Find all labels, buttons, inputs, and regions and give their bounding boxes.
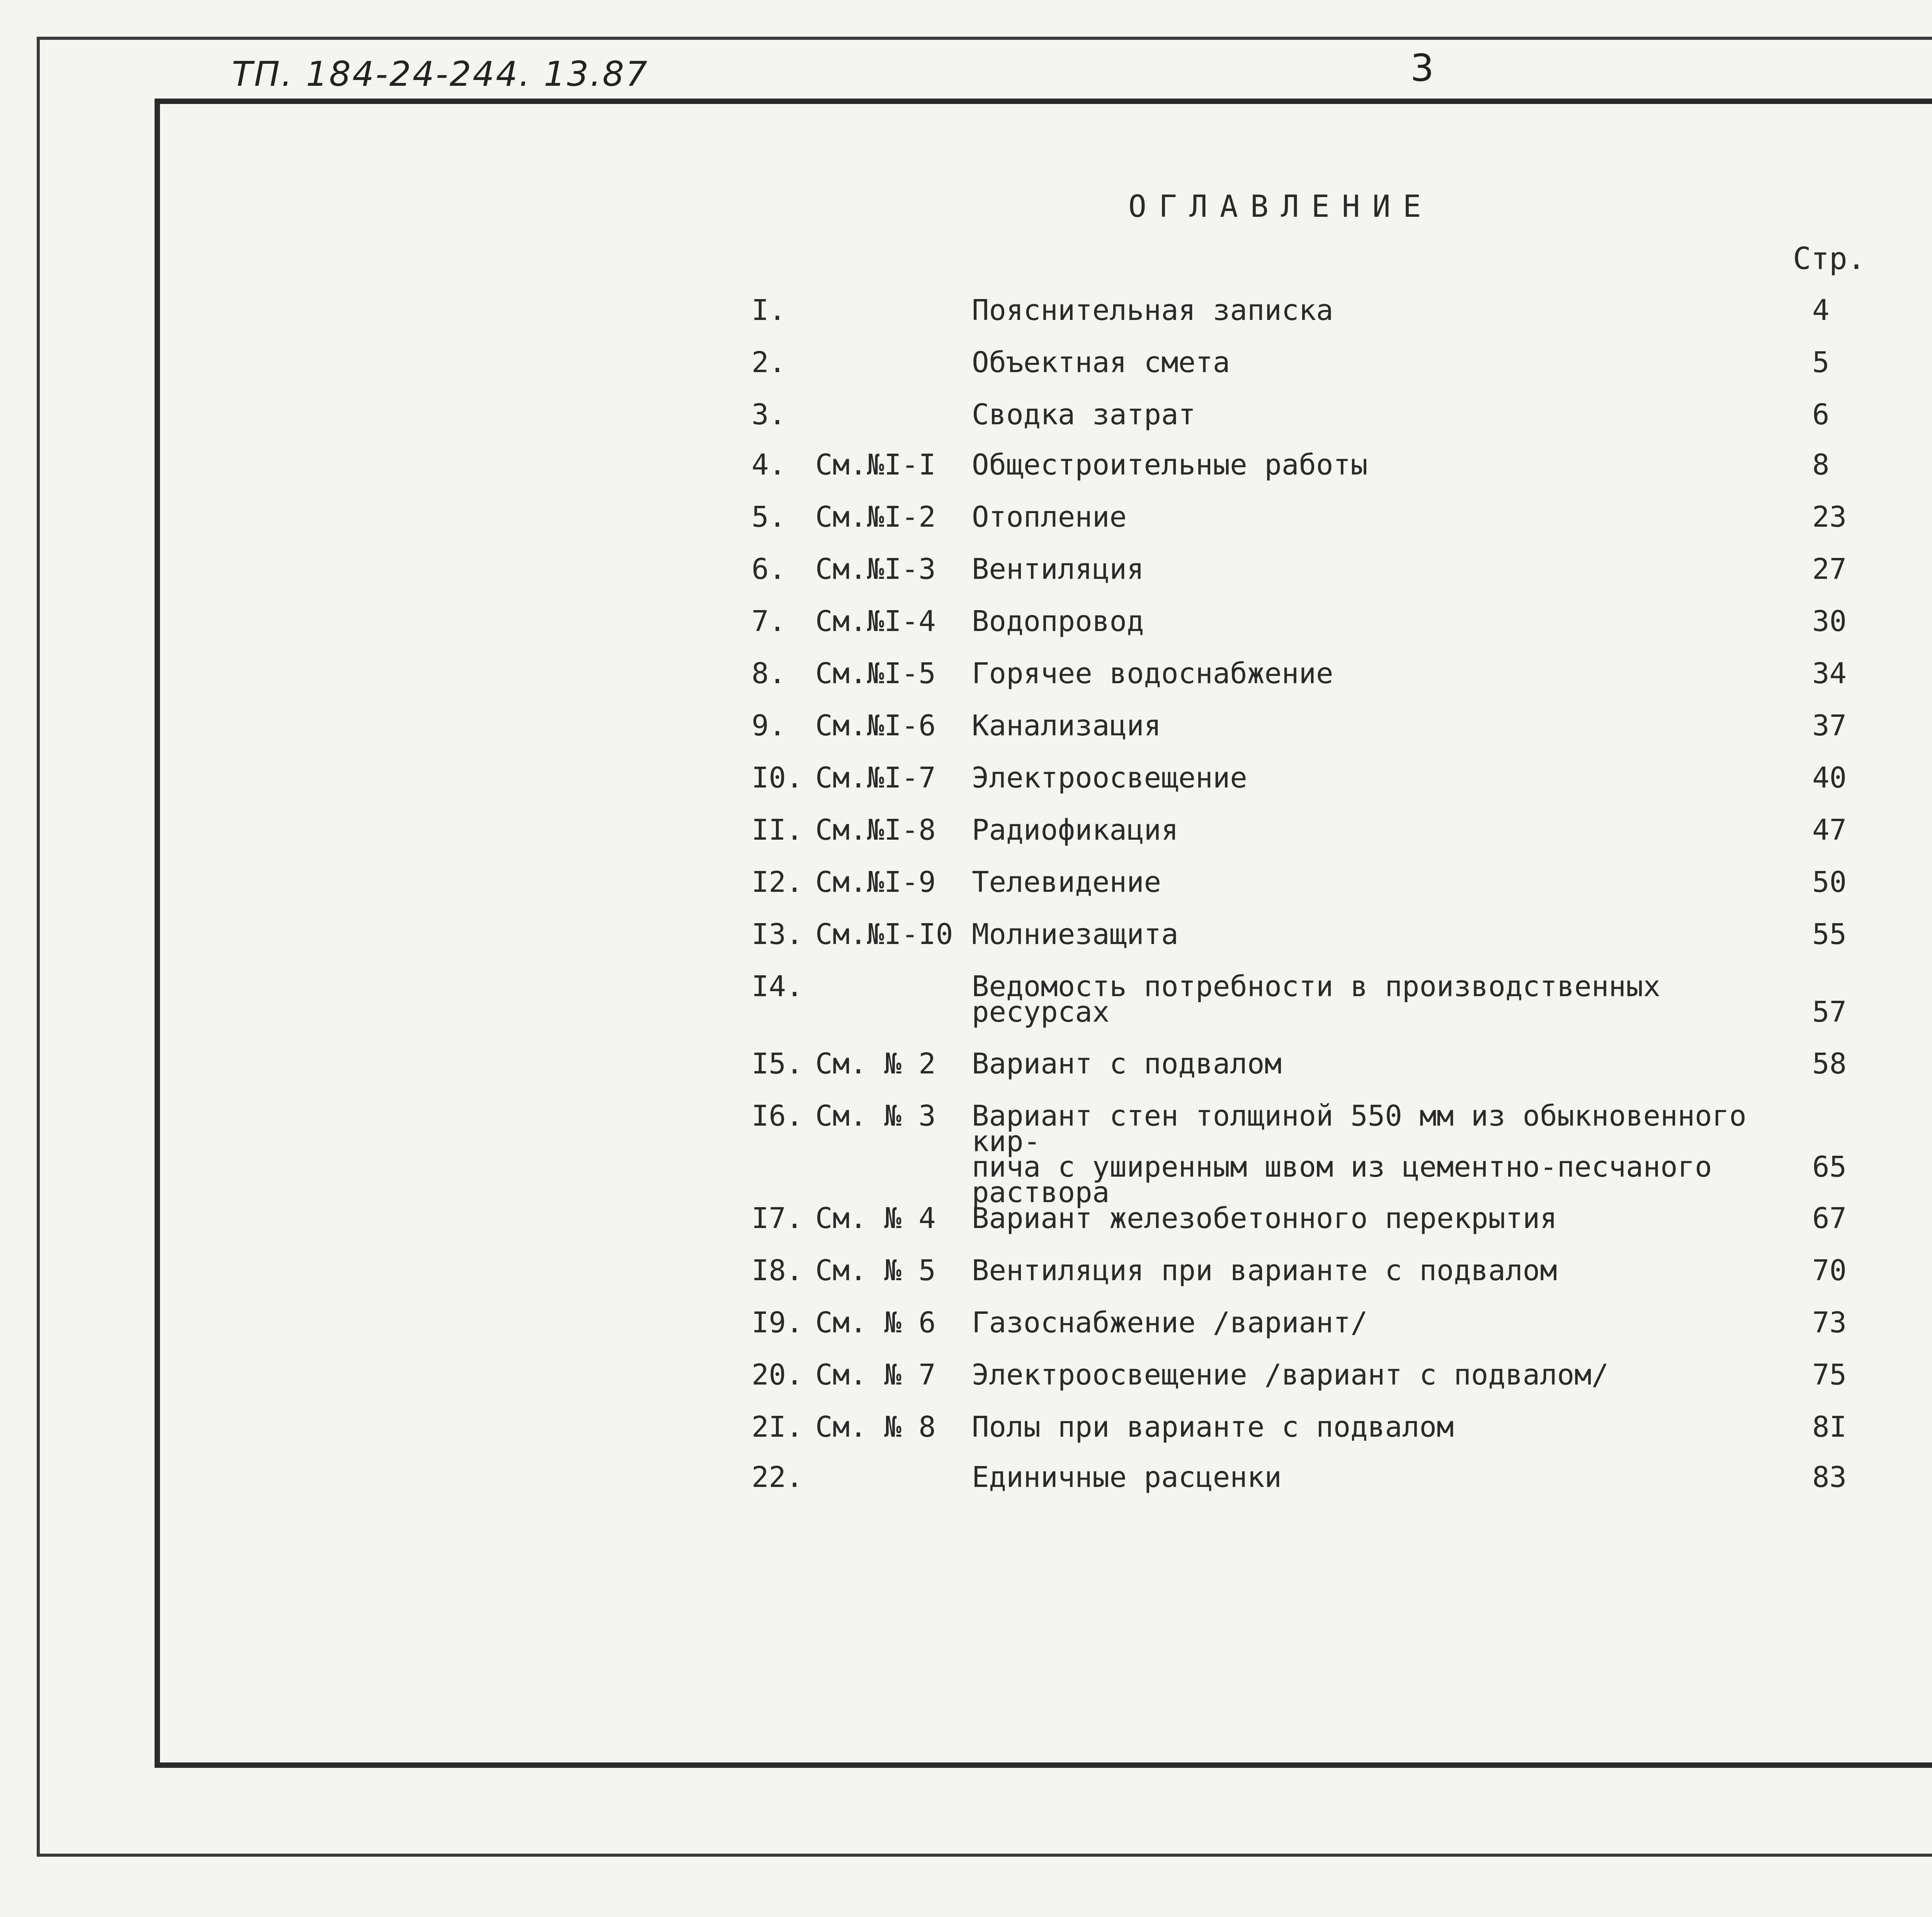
- entry-number: 6.: [752, 553, 786, 586]
- entry-number: I2.: [752, 866, 803, 899]
- entry-number: I0.: [752, 761, 803, 794]
- entry-title: Молниезащита: [972, 918, 1179, 951]
- entry-reference: См. № 4: [815, 1202, 936, 1235]
- entry-reference: См. № 5: [815, 1254, 936, 1287]
- entry-reference: См.№I-I: [815, 448, 936, 481]
- entry-reference: См. № 7: [815, 1358, 936, 1391]
- page-number: 3: [1410, 46, 1434, 90]
- entry-title: Водопровод: [972, 605, 1144, 638]
- entry-page: 57: [1812, 995, 1847, 1029]
- entry-page: 40: [1812, 761, 1847, 794]
- entry-number: 2.: [752, 346, 786, 379]
- entry-reference: См. № 2: [815, 1047, 936, 1080]
- entry-page: 8: [1812, 448, 1830, 481]
- entry-page: 58: [1812, 1047, 1847, 1080]
- entry-number: II.: [752, 813, 803, 847]
- entry-reference: См.№I-7: [815, 761, 936, 794]
- entry-page: 47: [1812, 813, 1847, 847]
- entry-title: Вариант с подвалом: [972, 1047, 1282, 1080]
- entry-page: 6: [1812, 398, 1830, 431]
- entry-number: I8.: [752, 1254, 803, 1287]
- entry-title: Вентиляция: [972, 553, 1144, 586]
- entry-number: 5.: [752, 500, 786, 534]
- entry-page: 34: [1812, 657, 1847, 690]
- entry-number: 22.: [752, 1461, 803, 1494]
- entry-number: I4.: [752, 970, 803, 1003]
- entry-number: 7.: [752, 605, 786, 638]
- entry-page: 27: [1812, 553, 1847, 586]
- entry-page: 8I: [1812, 1410, 1847, 1444]
- entry-title: Общестроительные работы: [972, 448, 1368, 481]
- entry-reference: См.№I-3: [815, 553, 936, 586]
- entry-page: 30: [1812, 605, 1847, 638]
- entry-title: Электроосвещение /вариант с подвалом/: [972, 1358, 1609, 1391]
- page-column-label: Стр.: [1793, 242, 1866, 276]
- entry-page: 4: [1812, 294, 1830, 327]
- entry-number: 2I.: [752, 1410, 803, 1444]
- toc-title: ОГЛАВЛЕНИЕ: [1128, 189, 1434, 224]
- entry-reference: См. № 6: [815, 1306, 936, 1339]
- entry-number: 9.: [752, 709, 786, 742]
- entry-page: 37: [1812, 709, 1847, 742]
- entry-title: Отопление: [972, 500, 1127, 534]
- entry-page: 67: [1812, 1202, 1847, 1235]
- entry-title: Телевидение: [972, 866, 1162, 899]
- entry-reference: См. № 3: [815, 1099, 936, 1133]
- entry-number: 4.: [752, 448, 786, 481]
- entry-number: 8.: [752, 657, 786, 690]
- entry-reference: См.№I-9: [815, 866, 936, 899]
- entry-page: 75: [1812, 1358, 1847, 1391]
- document-code: ТП. 184-24-244. 13.87: [232, 54, 649, 94]
- entry-reference: См.№I-6: [815, 709, 936, 742]
- entry-title: Объектная смета: [972, 346, 1230, 379]
- entry-title: Вариант стен толщиной 550 мм из обыкновенного кир- пича с уширенным швом из цементно-песчаного раствора: [972, 1099, 1747, 1209]
- entry-title: Вентиляция при варианте с подвалом: [972, 1254, 1557, 1287]
- entry-title: Горячее водоснабжение: [972, 657, 1333, 690]
- entry-page: 50: [1812, 866, 1847, 899]
- entry-reference: См.№I-5: [815, 657, 936, 690]
- entry-page: 65: [1812, 1150, 1847, 1184]
- entry-number: I9.: [752, 1306, 803, 1339]
- entry-title: Электроосвещение: [972, 761, 1247, 794]
- entry-reference: См.№I-8: [815, 813, 936, 847]
- entry-number: I5.: [752, 1047, 803, 1080]
- entry-number: 20.: [752, 1358, 803, 1391]
- entry-title: Сводка затрат: [972, 398, 1196, 431]
- entry-title: Единичные расценки: [972, 1461, 1282, 1494]
- entry-title: Газоснабжение /вариант/: [972, 1306, 1368, 1339]
- entry-reference: См.№I-I0: [815, 918, 953, 951]
- entry-reference: См.№I-2: [815, 500, 936, 534]
- entry-page: 55: [1812, 918, 1847, 951]
- entry-number: I.: [752, 294, 786, 327]
- entry-number: I7.: [752, 1202, 803, 1235]
- entry-page: 23: [1812, 500, 1847, 534]
- entry-page: 83: [1812, 1461, 1847, 1494]
- entry-title: Канализация: [972, 709, 1162, 742]
- entry-title: Ведомость потребности в производственных ресурсах: [972, 970, 1661, 1029]
- entry-page: 5: [1812, 346, 1830, 379]
- entry-number: I3.: [752, 918, 803, 951]
- entry-title: Радиофикация: [972, 813, 1179, 847]
- entry-reference: См.№I-4: [815, 605, 936, 638]
- entry-page: 73: [1812, 1306, 1847, 1339]
- entry-number: I6.: [752, 1099, 803, 1133]
- entry-page: 70: [1812, 1254, 1847, 1287]
- entry-reference: См. № 8: [815, 1410, 936, 1444]
- entry-number: 3.: [752, 398, 786, 431]
- entry-title: Пояснительная записка: [972, 294, 1333, 327]
- entry-title: Полы при варианте с подвалом: [972, 1410, 1454, 1444]
- entry-title: Вариант железобетонного перекрытия: [972, 1202, 1557, 1235]
